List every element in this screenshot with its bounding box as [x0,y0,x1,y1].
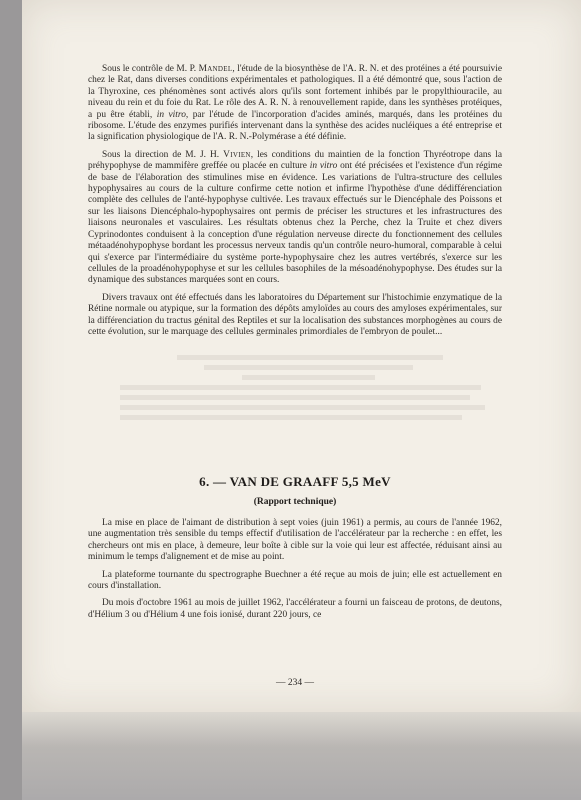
section-subtitle: (Rapport technique) [253,497,337,507]
page-number: — 234 — [276,678,314,688]
paragraph-travaux: Divers travaux ont été effectués dans les laboratoires du Département sur l'histochimie enzymatique de la Rétine normale ou atypique, sur la formation des dépôts amyloïdes au cours des amyloses expérimentales, sur la différenciation du tractus génital des Reptiles et sur la localisation des substances morphogènes au cours de cette évolution, sur le marquage des cellules germinales primordiales de l'embryon de poulet... [88,292,502,337]
paragraph-mandel: Sous le contrôle de M. P. Mandel, l'étude de la biosynthèse de l'A. R. N. et des protéines a été poursuivie chez le Rat, dans diverses conditions expérimentales et pathologiques. Il a été démontré que, sous l'action de la Thyroxine, ces phénomènes sont activés alors qu'ils sont fortement inhibés par le propylthiouracile, au niveau du rein et du foie du Rat. Le rôle des A. R. N. à renouvellement rapide, dans les synthèses protéiques, a pu être établi, in vitro, par l'étude de l'incorporation d'acides aminés, marqués, dans les protéines du ribosome. L'étude des enzymes purifiés intervenant dans la synthèse des acides nucléiques a été entreprise et la signification physiologique de l'A. R. N.-Polymérase a été définie. [88,64,503,143]
paragraph-aimant: La mise en place de l'aimant de distribution à sept voies (juin 1961) a permis, au cours de l'année 1962, une augmentation très sensible du temps effectif d'utilisation de l'accélérateur par la recherche : en effet, les chercheurs ont mis en place, à demeure, leur boîte à cible sur la voie qui leur est affectée, réduisant ainsi au minimum le temps d'alignement et de mise au point. [88,518,502,563]
section-title: 6. — VAN DE GRAAFF 5,5 MeV [199,474,391,489]
paragraph-faisceau: Du mois d'octobre 1961 au mois de juillet 1962, l'accélérateur a fourni un faisceau de protons, de deutons, d'Hélium 3 ou d'Hélium 4 une fois ionisé, durant 220 jours, ce [88,598,502,620]
paragraph-vivien: Sous la direction de M. J. H. Vivien, les conditions du maintien de la fonction Thyréotrope dans la préhypophyse de mammifère greffée ou placée en culture in vitro ont été précisées et l'existence d'un régime de base de l'élaboration des stimulines mise en évidence. Les variations de l'ultra-structure des cellules hypophysaires au cours de la culture confirme cette notion et infirme l'hypothèse d'une dédifférenciation complète des cellules de l'anté-hypophyse cultivée. Les travaux effectués sur le Diencéphale des Poissons et sur les liaisons Diencéphalo-hypophysaires ont permis de préciser les structures et les infrastructures des liaisons neuronales et vasculaires. Les résultats obtenus chez la Perche, chez la Truite et chez divers Cyprinodontes conduisent à la conception d'une régulation nerveuse directe du fonctionnement des cellules métaadénohypophyse bordant les processus nerveux tandis qu'un contrôle neuro-humoral, comparable à celui qui s'exerce par l'intermédiaire du système porte-hypophysaire chez les autres vertébrés, s'exerce sur les cellules de la proadénohypophyse et sur les cellules basophiles de la mésoadénohypophyse. Des études sur la dynamique des substances marquées sont en cours. [88,149,502,286]
paragraph-plateforme: La plateforme tournante du spectrographe Buechner a été reçue au mois de juin; elle est actuellement en cours d'installation. [88,569,502,592]
top-text-block [88,64,502,344]
bottom-text-block [88,518,502,627]
page-bottom-shadow [22,712,581,800]
bleed-through-text [120,350,500,460]
